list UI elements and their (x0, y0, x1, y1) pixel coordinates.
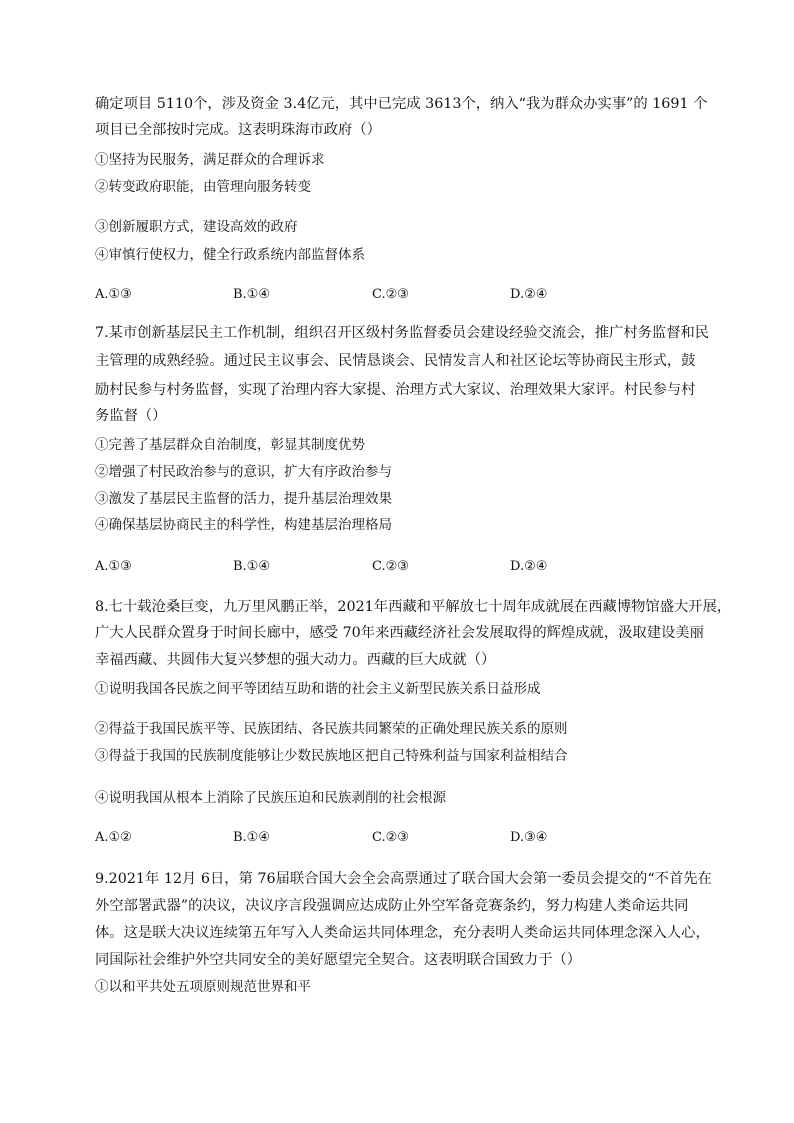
q7-option-d[interactable]: D.②④ (510, 559, 548, 574)
q6-item-2: ②转变政府职能，由管理向服务转变 (95, 179, 311, 195)
q6-item-3: ③创新履职方式，建设高效的政府 (95, 219, 298, 235)
q7-stem-line-2: 主管理的成熟经验。通过民主议事会、民情恳谈会、民情发言人和社区论坛等协商民主形式，鼓 (95, 353, 696, 369)
q7-option-a[interactable]: A.①③ (95, 559, 132, 574)
q8-stem-line-2: 广大人民群众置身于时间长廊中，感受 70年来西藏经济社会发展取得的辉煌成就，汲取建设美丽 (95, 625, 704, 641)
q8-option-a[interactable]: A.①② (95, 830, 132, 845)
q9-stem-line-4: 同国际社会维护外空共同安全的美好愿望完全契合。这表明联合国致力于（） (95, 952, 582, 968)
q9-stem-line-2: 外空部署武器”的决议，决议序言段强调应达成防止外空军备竞赛条约，努力构建人类命运共同 (95, 898, 689, 914)
q7-item-2: ②增强了村民政治参与的意识，扩大有序政治参与 (95, 464, 392, 480)
q6-option-c[interactable]: C.②③ (372, 287, 409, 302)
q7-options (95, 558, 735, 576)
q8-options (95, 829, 735, 847)
q7-item-3: ③激发了基层民主监督的活力，提升基层治理效果 (95, 491, 392, 507)
q6-option-d[interactable]: D.②④ (510, 287, 548, 302)
q6-stem-line-2: 项目已全部按时完成。这表明珠海市政府（） (95, 122, 381, 138)
q7-stem-line-3: 励村民参与村务监督，实现了治理内容大家提、治理方式大家议、治理效果大家评。村民参与村 (95, 382, 696, 398)
q9-stem-line-1: 9.2021年 12月 6日，第 76届联合国大会全会高票通过了联合国大会第一委员会提交的“不首先在 (95, 871, 712, 887)
q8-item-1: ①说明我国各民族之间平等团结互助和谐的社会主义新型民族关系日益形成 (95, 681, 541, 697)
q6-option-b[interactable]: B.①④ (233, 287, 270, 302)
q8-stem-line-1: 8.七十载沧桑巨变，九万里风鹏正举，2021年西藏和平解放七十周年成就展在西藏博物馆盛大开展， (95, 599, 732, 615)
q7-option-b[interactable]: B.①④ (233, 559, 270, 574)
q6-stem-line-1: 确定项目 5110个，涉及资金 3.4亿元，其中已完成 3613个，纳入“我为群众办实事”的 1691 个 (95, 96, 708, 112)
q9-item-1: ①以和平共处五项原则规范世界和平 (95, 979, 311, 995)
q8-item-3: ③得益于我国的民族制度能够让少数民族地区把自己特殊利益与国家利益相结合 (95, 748, 568, 764)
q8-option-b[interactable]: B.①④ (233, 830, 270, 845)
q8-item-4: ④说明我国从根本上消除了民族压迫和民族剥削的社会根源 (95, 790, 446, 806)
q7-option-c[interactable]: C.②③ (372, 559, 409, 574)
q8-option-c[interactable]: C.②③ (372, 830, 409, 845)
q8-option-d[interactable]: D.③④ (510, 830, 548, 845)
q7-item-4: ④确保基层协商民主的科学性，构建基层治理格局 (95, 517, 392, 533)
q7-item-1: ①完善了基层群众自治制度，彰显其制度优势 (95, 437, 365, 453)
q6-options (95, 286, 735, 304)
q8-stem-line-3: 幸福西藏、共圆伟大复兴梦想的强大动力。西藏的巨大成就（） (95, 652, 496, 668)
q7-stem-line-4: 务监督（） (95, 408, 167, 424)
q9-stem-line-3: 体。这是联大决议连续第五年写入人类命运共同体理念，充分表明人类命运共同体理念深入人心， (95, 925, 710, 941)
q6-option-a[interactable]: A.①③ (95, 287, 132, 302)
q8-item-2: ②得益于我国民族平等、民族团结、各民族共同繁荣的正确处理民族关系的原则 (95, 721, 568, 737)
q6-item-4: ④审慎行使权力，健全行政系统内部监督体系 (95, 247, 365, 263)
q7-stem-line-1: 7.某市创新基层民主工作机制，组织召开区级村务监督委员会建设经验交流会，推广村务监督和民 (95, 325, 710, 341)
q6-item-1: ①坚持为民服务，满足群众的合理诉求 (95, 152, 325, 168)
